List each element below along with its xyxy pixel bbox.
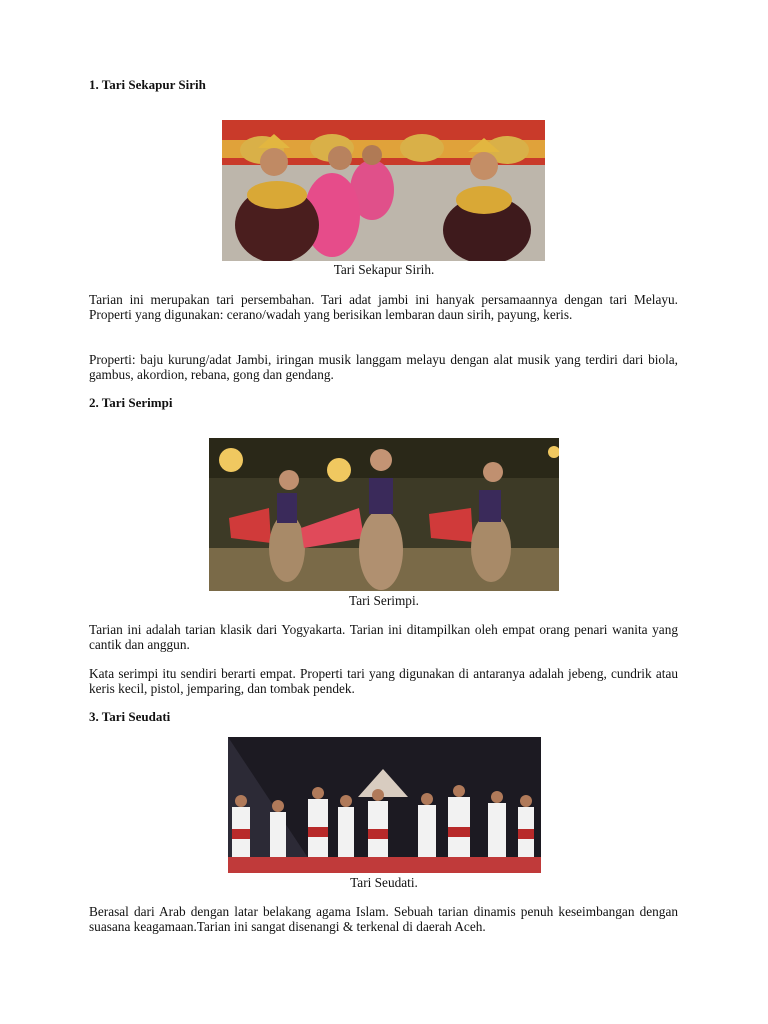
photo-tari-seudati xyxy=(228,737,541,873)
caption-tari-serimpi: Tari Serimpi. xyxy=(349,593,419,608)
caption-tari-sekapur-sirih: Tari Sekapur Sirih. xyxy=(333,262,435,277)
caption-tari-seudati: Tari Seudati. xyxy=(350,875,418,890)
paragraph-serimpi-1: Tarian ini adalah tarian klasik dari Yogyakarta. Tarian ini ditampilkan oleh empat orang penari wanita yang cantik dan anggun. xyxy=(89,622,678,652)
paragraph-sekapur-sirih-1: Tarian ini merupakan tari persembahan. Tari adat jambi ini hanyak persamaannya dengan tari Melayu. Properti yang digunakan: cerano/wadah yang berisikan lembaran daun sirih, payung, keris. xyxy=(89,292,678,322)
section-heading-sekapur-sirih: 1. Tari Sekapur Sirih xyxy=(89,77,206,92)
photo-tari-sekapur-sirih xyxy=(222,120,545,261)
paragraph-sekapur-sirih-2: Properti: baju kurung/adat Jambi, iringan musik langgam melayu dengan alat musik yang terdiri dari biola, gambus, akordion, rebana, gong dan gendang. xyxy=(89,352,678,382)
photo-tari-serimpi xyxy=(209,438,559,591)
section-heading-seudati: 3. Tari Seudati xyxy=(89,709,171,724)
paragraph-serimpi-2: Kata serimpi itu sendiri berarti empat. Properti tari yang digunakan di antaranya adalah jebeng, cundrik atau keris kecil, pistol, jemparing, dan tombak pendek. xyxy=(89,666,678,696)
section-heading-serimpi: 2. Tari Serimpi xyxy=(89,395,173,410)
paragraph-seudati-1: Berasal dari Arab dengan latar belakang agama Islam. Sebuah tarian dinamis penuh keseimbangan dengan suasana keagamaan.Tarian ini sangat disenangi & terkenal di daerah Aceh. xyxy=(89,904,678,934)
